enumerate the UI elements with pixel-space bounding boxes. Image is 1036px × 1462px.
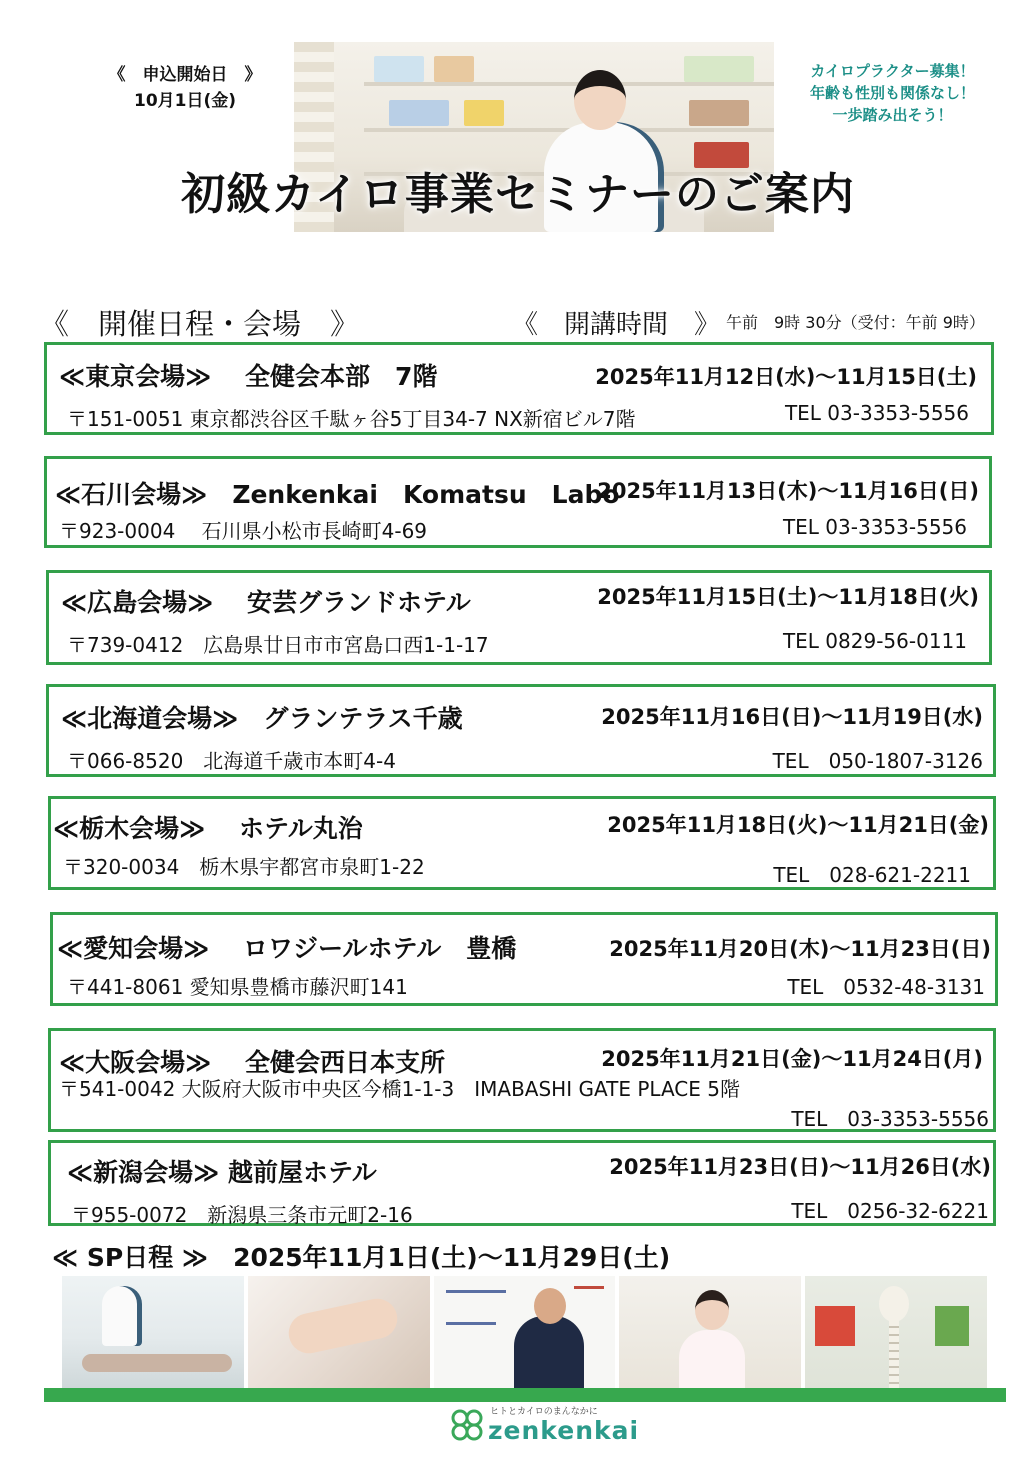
venue-tel: TEL 03-3353-5556 [791, 1107, 989, 1131]
venue-address: 〒923-0004 石川県小松市長崎町4-69 [59, 519, 428, 543]
venue-date: 2025年11月21日(金)～11月24日(月) [601, 1047, 983, 1071]
application-start-info [100, 62, 270, 114]
venue-osaka [48, 1028, 996, 1132]
footer-green-bar [44, 1388, 1006, 1402]
venue-address: 〒739-0412 広島県廿日市市宮島口西1-1-17 [67, 633, 489, 657]
photo-strip [62, 1276, 987, 1388]
venue-date: 2025年11月23日(日)～11月26日(水) [609, 1155, 991, 1179]
venue-date: 2025年11月18日(火)～11月21日(金) [607, 813, 989, 837]
venue-tel: TEL 0532-48-3131 [787, 975, 985, 999]
venue-tel: TEL 03-3353-5556 [782, 515, 967, 539]
photo-lecture-whiteboard [434, 1276, 616, 1388]
venue-name: ≪愛知会場≫ ロワジールホテル 豊橋 [57, 934, 517, 963]
photo-hands-massage [248, 1276, 430, 1388]
logo-wordmark: zenkenkai [488, 1416, 640, 1445]
venue-name: ≪広島会場≫ 安芸グランドホテル [61, 588, 471, 617]
clover-icon [448, 1406, 486, 1444]
venue-name: ≪東京会場≫ 全健会本部 7階 [59, 362, 438, 391]
logo-tagline: ヒトとカイロのまんなかに [490, 1407, 598, 1417]
venue-address: 〒541-0042 大阪府大阪市中央区今橋1-1-3 IMABASHI GATE PLACE 5階 [59, 1077, 740, 1101]
venue-niigata [48, 1140, 996, 1226]
venue-address: 〒441-8061 愛知県豊橋市藤沢町141 [67, 975, 408, 999]
recruit-line-3: 一歩踏み出そう！ [832, 106, 953, 124]
start-date: 10月1日(金) [133, 91, 237, 111]
venue-name: ≪栃木会場≫ ホテル丸治 [53, 814, 363, 843]
zenkenkai-logo [448, 1404, 640, 1445]
venue-name: ≪大阪会場≫ 全健会西日本支所 [59, 1048, 446, 1077]
time-detail: 午前 9時 30分（受付：午前 9時） [726, 313, 985, 332]
recruit-message [790, 60, 995, 126]
venue-tel: TEL 03-3353-5556 [784, 401, 969, 425]
venue-date: 2025年11月20日(木)～11月23日(日) [609, 937, 991, 961]
venue-name: ≪北海道会場≫ グランテラス千歳 [61, 704, 463, 733]
time-heading: 《 開講時間 》 [512, 310, 721, 340]
venue-ishikawa [44, 456, 992, 548]
page-title: 初級カイロ事業セミナーのご案内 [181, 169, 855, 220]
sp-schedule: ≪ SP日程 ≫ 2025年11月1日(土)～11月29日(土) [52, 1243, 671, 1272]
venue-tochigi [48, 796, 996, 890]
venue-date: 2025年11月12日(水)～11月15日(土) [595, 365, 977, 389]
venue-date: 2025年11月13日(木)～11月16日(日) [597, 479, 979, 503]
venue-tel: TEL 028-621-2211 [773, 863, 971, 887]
photo-skeleton-model [805, 1276, 987, 1388]
photo-staff-smiling [619, 1276, 801, 1388]
recruit-line-1: カイロプラクター募集！ [810, 62, 975, 80]
venue-tel: TEL 050-1807-3126 [772, 749, 983, 773]
start-label: 《 申込開始日 》 [108, 65, 262, 85]
venue-aichi [50, 912, 998, 1006]
venue-tel: TEL 0829-56-0111 [782, 629, 967, 653]
venue-tel: TEL 0256-32-6221 [791, 1199, 989, 1223]
venue-address: 〒151-0051 東京都渋谷区千駄ヶ谷5丁目34-7 NX新宿ビル7階 [67, 407, 636, 431]
schedule-heading: 《 開催日程・会場 》 [40, 307, 360, 341]
venue-name: ≪新潟会場≫ 越前屋ホテル [67, 1158, 377, 1187]
recruit-line-2: 年齢も性別も関係なし！ [809, 84, 975, 102]
photo-treatment-room [62, 1276, 244, 1388]
venue-hiroshima [46, 570, 992, 665]
chiropractor-head [574, 70, 626, 130]
venue-address: 〒320-0034 栃木県宇都宮市泉町1-22 [63, 855, 425, 879]
venue-name: ≪石川会場≫ Zenkenkai Komatsu Labo [55, 480, 620, 509]
venue-tokyo [44, 342, 994, 435]
venue-address: 〒955-0072 新潟県三条市元町2-16 [71, 1203, 413, 1227]
venue-address: 〒066-8520 北海道千歳市本町4-4 [67, 749, 396, 773]
venue-date: 2025年11月16日(日)～11月19日(水) [601, 705, 983, 729]
venue-hokkaido [46, 684, 996, 777]
venue-date: 2025年11月15日(土)～11月18日(火) [597, 585, 979, 609]
